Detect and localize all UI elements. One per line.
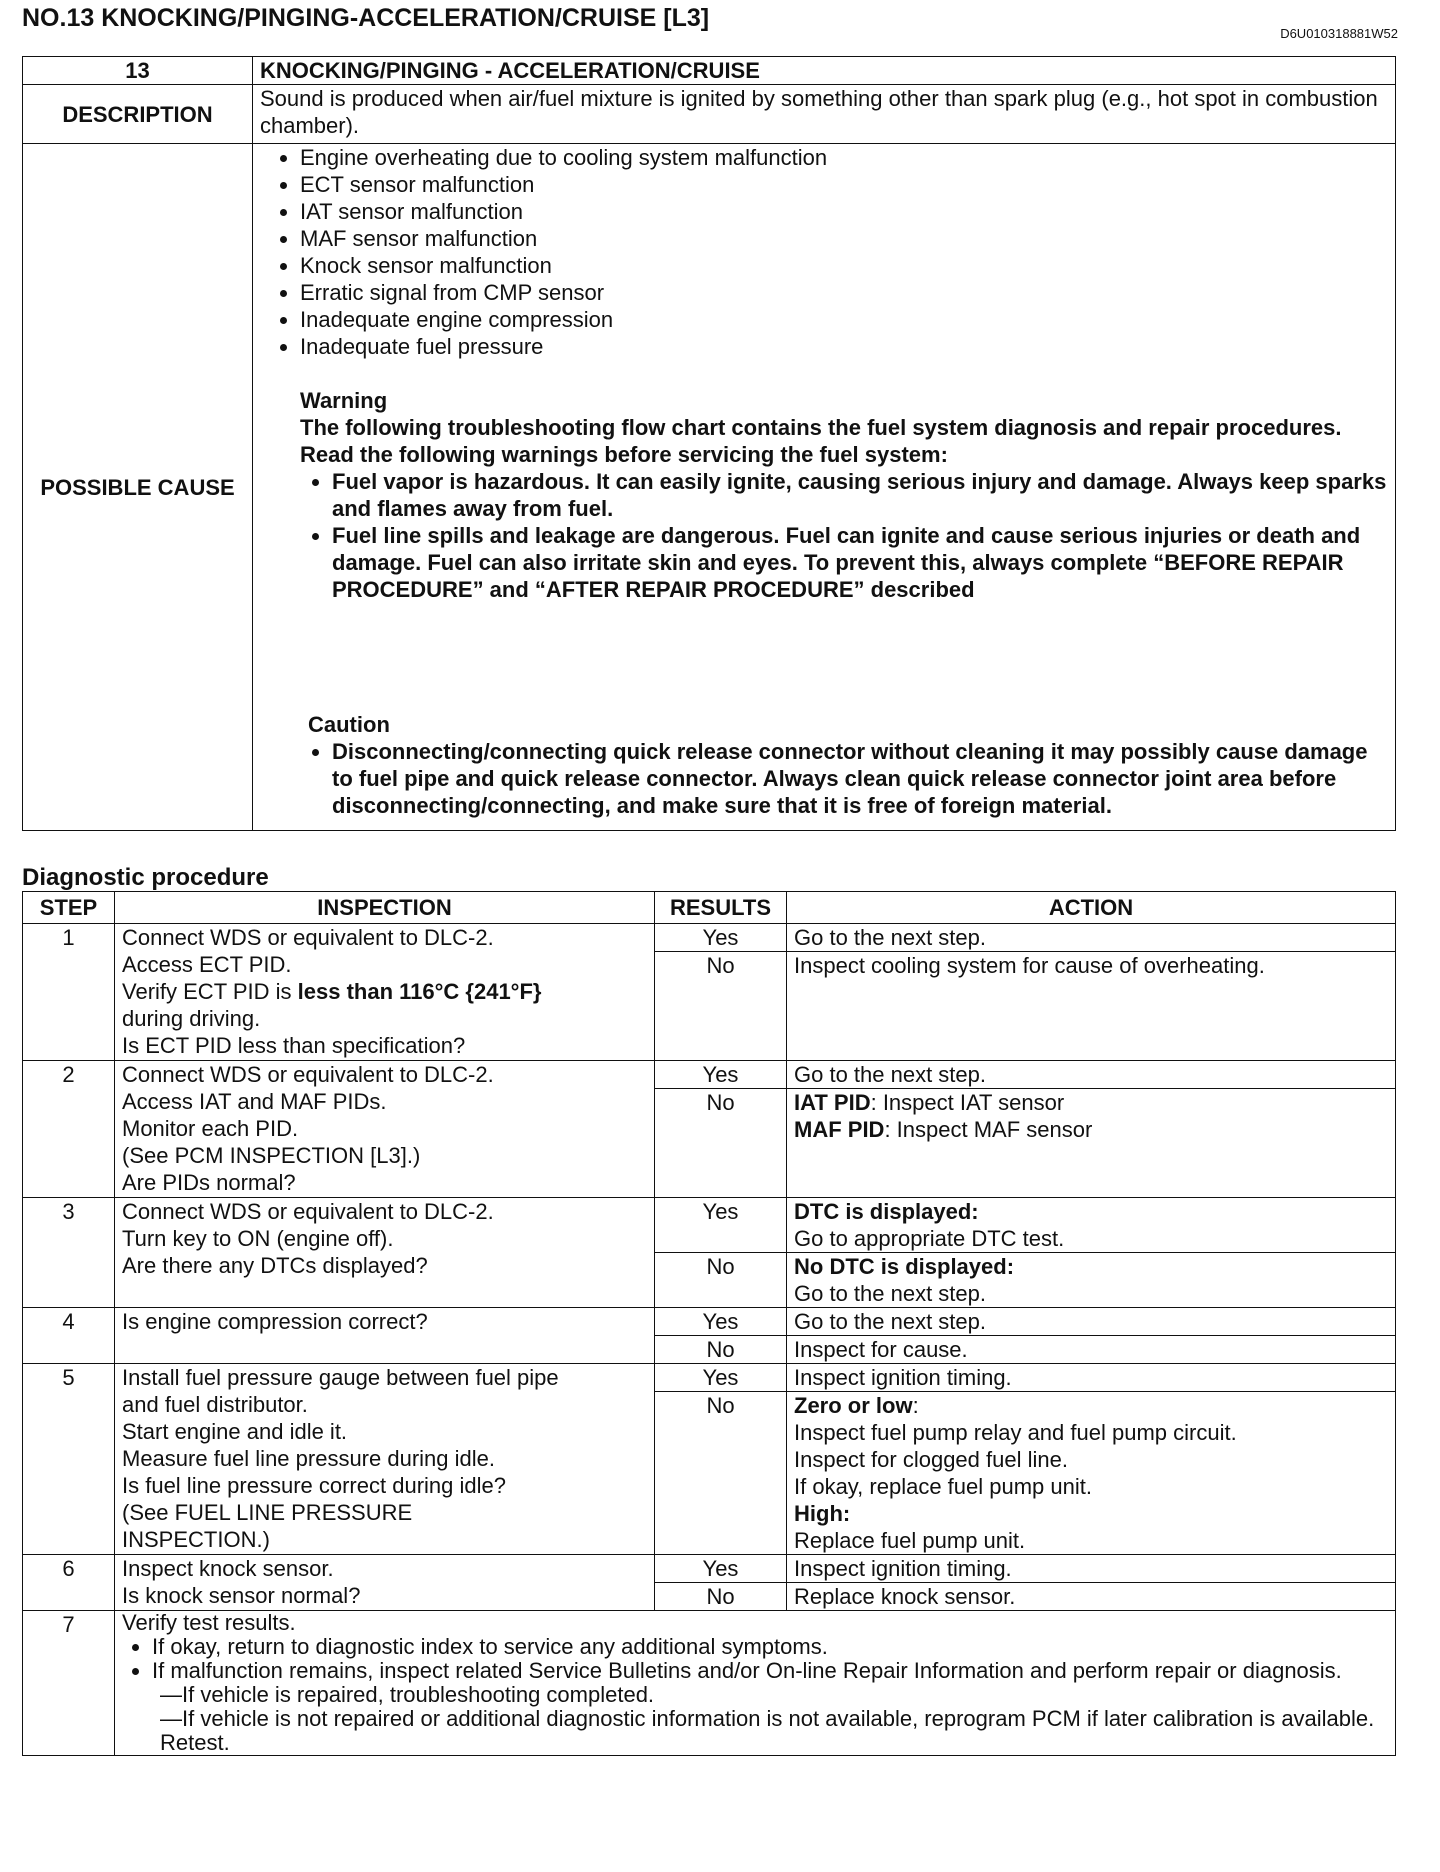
action-yes: Inspect ignition timing.	[787, 1555, 1396, 1583]
step-inspection	[115, 924, 655, 1061]
caution-title: Caution	[308, 712, 390, 737]
inspection-question: Is ECT PID less than specification?	[122, 1033, 466, 1058]
cause-item: • ECT sensor malfunction	[300, 171, 1388, 198]
inspection-line: Inspect knock sensor.	[122, 1556, 334, 1581]
action-no: Inspect cooling system for cause of overheating.	[787, 952, 1396, 1061]
symptom-table	[22, 56, 1396, 831]
step-number: 4	[23, 1308, 115, 1364]
action-head: Zero or low	[794, 1393, 913, 1418]
possible-cause-row	[23, 144, 1396, 831]
step-number: 6	[23, 1555, 115, 1611]
step-number: 1	[23, 924, 115, 1061]
action-no	[787, 1089, 1396, 1198]
warning-intro: The following troubleshooting flow chart contains the fuel system diagnosis and repair procedures. Read the following warnings before servicing the fuel system:	[300, 415, 1342, 467]
step-number: 2	[23, 1061, 115, 1198]
inspection-question: Are PIDs normal?	[122, 1170, 296, 1195]
result-yes: Yes	[655, 1198, 787, 1253]
possible-cause-content	[253, 144, 1396, 831]
inspection-line: during driving.	[122, 1006, 261, 1031]
warning-item: • Fuel vapor is hazardous. It can easily ignite, causing serious injury and damage. Always keep sparks and flames away from fuel.	[332, 468, 1388, 522]
warning-item: • Fuel line spills and leakage are dangerous. Fuel can ignite and cause serious injuries or death and damage. Fuel can also irritate skin and eyes. To prevent this, always complete “BEFORE REPAIR PROCEDURE” and “AFTER REPAIR PROCEDURE” described	[332, 522, 1388, 603]
action-text: : Inspect MAF sensor	[884, 1117, 1093, 1142]
result-yes: Yes	[655, 1308, 787, 1336]
cause-item: • Knock sensor malfunction	[300, 252, 1388, 279]
action-yes: Go to the next step.	[787, 1061, 1396, 1089]
warning-list	[300, 468, 1388, 603]
inspection-question: Is knock sensor normal?	[122, 1583, 361, 1608]
action-text: Go to the next step.	[794, 1281, 987, 1306]
inspection-question: Are there any DTCs displayed?	[122, 1253, 428, 1278]
inspection-line: Connect WDS or equivalent to DLC-2.	[122, 1199, 494, 1224]
action-text: Inspect for clogged fuel line.	[794, 1447, 1068, 1472]
cause-item: • Inadequate engine compression	[300, 306, 1388, 333]
result-yes: Yes	[655, 1364, 787, 1392]
inspection-line: INSPECTION.)	[122, 1527, 270, 1552]
action-text: Inspect fuel pump relay and fuel pump circuit.	[794, 1420, 1237, 1445]
result-no: No	[655, 1253, 787, 1308]
diagnostic-procedure-title: Diagnostic procedure	[22, 864, 269, 891]
result-no: No	[655, 952, 787, 1061]
action-no	[787, 1253, 1396, 1308]
verify-text: Verify ECT PID is	[122, 979, 298, 1004]
action-yes: Go to the next step.	[787, 1308, 1396, 1336]
symptom-header-row	[23, 57, 1396, 85]
symptom-name: KNOCKING/PINGING - ACCELERATION/CRUISE	[253, 57, 1396, 85]
step-row	[23, 924, 1396, 952]
inspection-line: Install fuel pressure gauge between fuel pipe	[122, 1365, 559, 1390]
inspection-line: (See PCM INSPECTION [L3].)	[122, 1143, 421, 1168]
step-row	[23, 1611, 1396, 1756]
step-row	[23, 1198, 1396, 1253]
step-inspection	[115, 1364, 655, 1555]
action-text: : Inspect IAT sensor	[870, 1090, 1065, 1115]
result-no: No	[655, 1089, 787, 1198]
inspection-line: Monitor each PID.	[122, 1116, 299, 1141]
diagnostic-header-row	[23, 892, 1396, 924]
caution-block	[300, 711, 1388, 819]
result-no: No	[655, 1392, 787, 1555]
action-text: Go to appropriate DTC test.	[794, 1226, 1065, 1251]
step-row	[23, 1308, 1396, 1336]
description-row	[23, 85, 1396, 144]
page-title: NO.13 KNOCKING/PINGING-ACCELERATION/CRUISE [L3]	[22, 4, 710, 32]
verify-dash-item: — If vehicle is not repaired or additional diagnostic information is not available, reprogram PCM if later calibration is available. Retest.	[160, 1707, 1388, 1755]
verify-bullet-list	[122, 1635, 1388, 1683]
col-action: ACTION	[787, 892, 1396, 924]
inspection-line: and fuel distributor.	[122, 1392, 308, 1417]
action-no: Zero or low: Inspect fuel pump relay and fuel pump circuit. Inspect for clogged fuel line. If okay, replace fuel pump unit. High: Replace fuel pump unit.	[787, 1392, 1396, 1555]
result-no: No	[655, 1583, 787, 1611]
warning-title: Warning	[300, 388, 388, 413]
action-text: If okay, replace fuel pump unit.	[794, 1474, 1092, 1499]
verify-bullet: • If okay, return to diagnostic index to service any additional symptoms.	[152, 1635, 1388, 1659]
col-inspection: INSPECTION	[115, 892, 655, 924]
step-number: 3	[23, 1198, 115, 1308]
cause-list	[260, 144, 1388, 360]
step-number: 7	[23, 1611, 115, 1756]
step-inspection	[115, 1198, 655, 1308]
action-head: No DTC is displayed:	[794, 1254, 1015, 1279]
inspection-line: Connect WDS or equivalent to DLC-2.	[122, 1062, 494, 1087]
inspection-line: Connect WDS or equivalent to DLC-2.	[122, 925, 494, 950]
step-inspection	[115, 1555, 655, 1611]
action-no: Inspect for cause.	[787, 1336, 1396, 1364]
step-row	[23, 1555, 1396, 1583]
inspection-line: Verify test results.	[122, 1610, 296, 1635]
action-no: Replace knock sensor.	[787, 1583, 1396, 1611]
action-yes	[787, 1198, 1396, 1253]
action-yes: Go to the next step.	[787, 924, 1396, 952]
possible-cause-label: POSSIBLE CAUSE	[23, 144, 253, 831]
action-head: IAT PID	[794, 1090, 871, 1115]
cause-item: • Erratic signal from CMP sensor	[300, 279, 1388, 306]
action-yes: Inspect ignition timing.	[787, 1364, 1396, 1392]
verify-bullet: • If malfunction remains, inspect related Service Bulletins and/or On-line Repair Information and perform repair or diagnosis.	[152, 1659, 1388, 1683]
cause-item: • Engine overheating due to cooling system malfunction	[300, 144, 1388, 171]
verify-spec: less than 116°C {241°F}	[297, 979, 542, 1004]
inspection-line: Measure fuel line pressure during idle.	[122, 1446, 495, 1471]
cause-item: • Inadequate fuel pressure	[300, 333, 1388, 360]
col-step: STEP	[23, 892, 115, 924]
cause-item: • MAF sensor malfunction	[300, 225, 1388, 252]
inspection-line: Start engine and idle it.	[122, 1419, 348, 1444]
verify-dash-item: — If vehicle is repaired, troubleshooting completed.	[160, 1683, 1388, 1707]
cause-item: • IAT sensor malfunction	[300, 198, 1388, 225]
warning-block	[300, 387, 1388, 603]
col-results: RESULTS	[655, 892, 787, 924]
step-inspection	[115, 1611, 1396, 1756]
result-yes: Yes	[655, 1555, 787, 1583]
inspection-question: Is fuel line pressure correct during idle?	[122, 1473, 506, 1498]
verify-dash-list	[122, 1683, 1388, 1755]
inspection-question: Is engine compression correct?	[122, 1309, 428, 1334]
inspection-line: (See FUEL LINE PRESSURE	[122, 1500, 413, 1525]
result-yes: Yes	[655, 1061, 787, 1089]
action-text: Replace fuel pump unit.	[794, 1528, 1026, 1553]
diagnostic-table	[22, 891, 1396, 1756]
step-row	[23, 1061, 1396, 1089]
step-row	[23, 1364, 1396, 1392]
inspection-line	[122, 978, 647, 1005]
step-number: 5	[23, 1364, 115, 1555]
step-inspection	[115, 1308, 655, 1364]
description-text: Sound is produced when air/fuel mixture is ignited by something other than spark plug (e.g., hot spot in combustion chamber).	[253, 85, 1396, 144]
action-head: MAF PID	[794, 1117, 885, 1142]
inspection-line: Access IAT and MAF PIDs.	[122, 1089, 387, 1114]
action-head: High:	[794, 1501, 851, 1526]
inspection-line: Access ECT PID.	[122, 952, 292, 977]
result-yes: Yes	[655, 924, 787, 952]
caution-list	[300, 738, 1388, 819]
result-no: No	[655, 1336, 787, 1364]
document-id: D6U010318881W52	[1280, 26, 1398, 41]
caution-item: • Disconnecting/connecting quick release connector without cleaning it may possibly cause damage to fuel pipe and quick release connector. Always clean quick release connector joint area before disconnecting/connecting, and make sure that it is free of foreign material.	[332, 738, 1388, 819]
action-head: DTC is displayed:	[794, 1199, 979, 1224]
symptom-number: 13	[23, 57, 253, 85]
description-label: DESCRIPTION	[23, 85, 253, 144]
inspection-line: Turn key to ON (engine off).	[122, 1226, 394, 1251]
step-inspection	[115, 1061, 655, 1198]
